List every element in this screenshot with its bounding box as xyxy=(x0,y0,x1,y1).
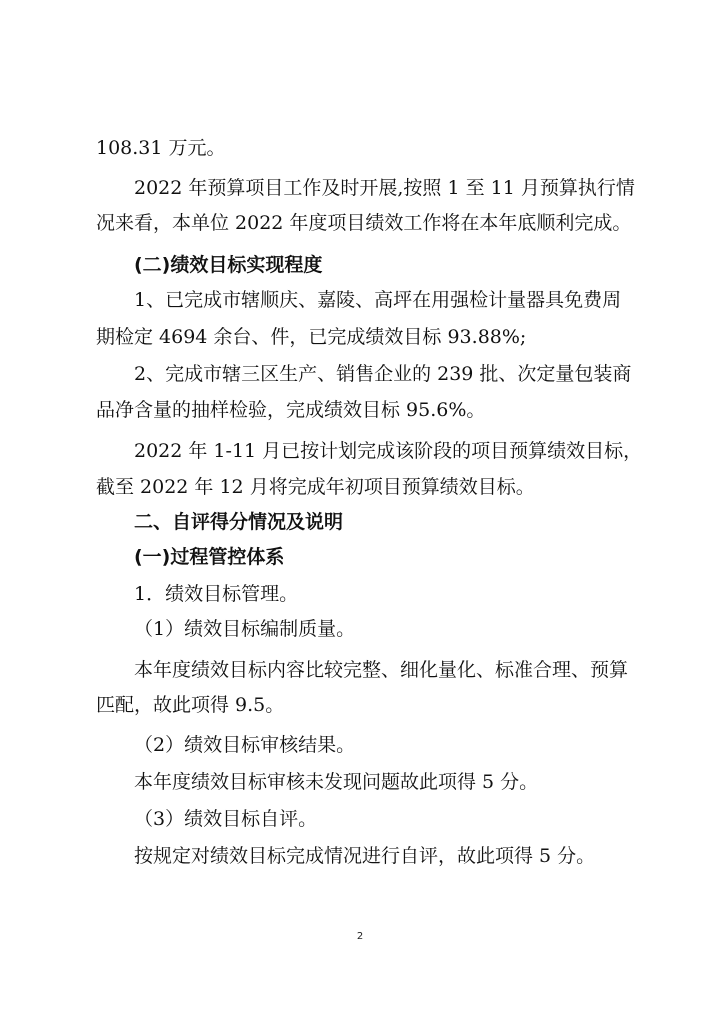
paragraph-line: 2022 年预算项目工作及时开展,按照 1 至 11 月预算执行情 xyxy=(134,177,635,199)
paragraph-line: （1）绩效目标编制质量。 xyxy=(134,618,356,640)
section-heading: 二、自评得分情况及说明 xyxy=(134,511,344,533)
paragraph-line: （2）绩效目标审核结果。 xyxy=(134,734,356,756)
paragraph-line: 本年度绩效目标审核未发现问题故此项得 5 分。 xyxy=(134,771,539,793)
subsection-heading: (一)过程管控体系 xyxy=(134,546,285,568)
paragraph-line: 108.31 万元。 xyxy=(96,137,226,159)
paragraph-line: 况来看，本单位 2022 年度项目绩效工作将在本年底顺利完成。 xyxy=(96,212,632,234)
paragraph-line: 截至 2022 年 12 月将完成年初项目预算绩效目标。 xyxy=(96,476,535,498)
paragraph-line: 1、已完成市辖顺庆、嘉陵、高坪在用强检计量器具免费周 xyxy=(134,289,622,311)
paragraph-line: 期检定 4694 余台、件，已完成绩效目标 93.88%; xyxy=(96,326,527,348)
section-heading: (二)绩效目标实现程度 xyxy=(134,254,323,276)
paragraph-line: 匹配，故此项得 9.5。 xyxy=(96,694,285,716)
paragraph-line: （3）绩效目标自评。 xyxy=(134,808,318,830)
paragraph-line: 按规定对绩效目标完成情况进行自评，故此项得 5 分。 xyxy=(134,845,596,867)
page-number: 2 xyxy=(356,931,364,942)
paragraph-line: 2022 年 1-11 月已按计划完成该阶段的项目预算绩效目标， xyxy=(134,440,643,462)
paragraph-line: 本年度绩效目标内容比较完整、细化量化、标准合理、预算 xyxy=(134,659,629,681)
paragraph-line: 1．绩效目标管理。 xyxy=(134,583,299,605)
paragraph-line: 2、完成市辖三区生产、销售企业的 239 批、次定量包装商 xyxy=(134,363,632,385)
paragraph-line: 品净含量的抽样检验，完成绩效目标 95.6%。 xyxy=(96,399,486,421)
